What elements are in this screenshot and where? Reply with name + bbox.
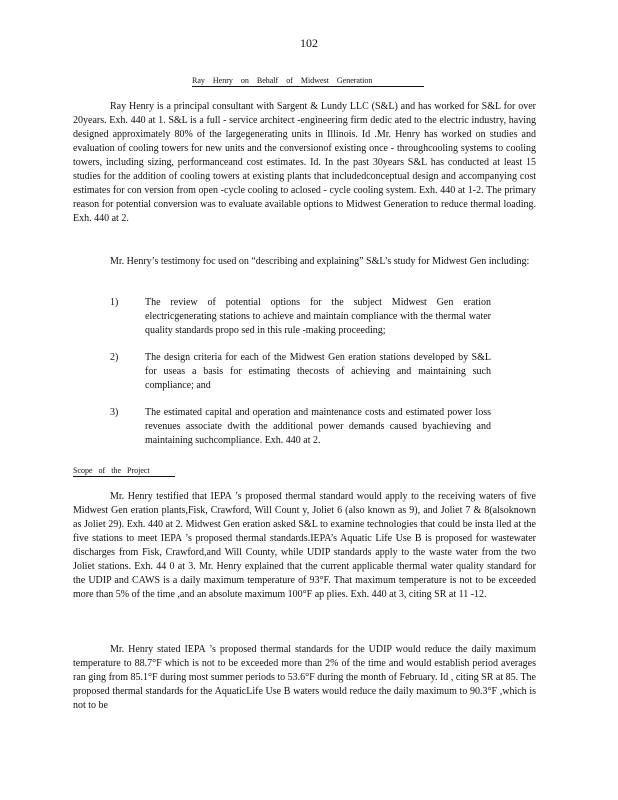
list-item-text: The design criteria for each of the Midwest Gen eration stations developed by S&L for useas a basis for estimating thecosts of achieving and maintaining such compliance; and <box>145 352 491 391</box>
paragraph-udip: Mr. Henry stated IEPA ’s proposed thermal standards for the UDIP would reduce the daily maximum temperature to 88.7°F which is not to be exceeded more than 2% of the time and would establish period averages ran ging from 85.1°F during most summer periods to 53.6°F during the month of February. Id , citing SR at 85. The proposed thermal standards for the AquaticLife Use B waters would reduce the daily maximum to 90.3°F ,which is not to be <box>73 644 536 711</box>
section-heading: Ray Henry on Behalf of Midwest Generation <box>192 76 424 87</box>
list-item-number: 3) <box>110 407 119 418</box>
scope-heading: Scope of the Project <box>73 466 175 477</box>
list-item-number: 2) <box>110 352 119 363</box>
list-item-text: The estimated capital and operation and maintenance costs and estimated power loss revenues associate dwith the additional power demands caused byachieving and maintaining suchcompliance. Exh. 440 at 2. <box>145 407 491 446</box>
paragraph-testimony: Mr. Henry’s testimony foc used on “describing and explaining” S&L’s study for Midwest Gen including: <box>110 256 530 267</box>
page-number: 102 <box>300 36 318 50</box>
list-item-text: The review of potential options for the subject Midwest Gen eration electricgenerating stations to achieve and maintain compliance with the thermal water quality standards propo sed in this rule -making proceeding; <box>145 297 491 336</box>
paragraph-scope: Mr. Henry testified that IEPA ’s proposed thermal standard would apply to the receiving waters of five Midwest Gen eration plants,Fisk, Crawford, Will Count y, Joliet 6 (also known as 9), and Joliet 7 & 8(alsoknown as Joliet 29). Exh. 440 at 2. Midwest Gen eration asked S&L to examine technologies that could be insta lled at the five stations to meet IEPA ’s proposed thermal standards.IEPA’s Aquatic Life Use B is proposed for wastewater discharges from Fisk, Crawford,and Will County, while UDIP standards apply to the waste water from the two Joliet stations. Exh. 44 0 at 3. Mr. Henry explained that the current applicable thermal water quality standard for the UDIP and CAWS is a daily maximum temperature of 93°F. That maximum temperature is not to be exceeded more than 5% of the time ,and an absolute maximum 100°F ap plies. Exh. 440 at 3, citing SR at 11 -12. <box>73 491 536 600</box>
paragraph-intro: Ray Henry is a principal consultant with Sargent & Lundy LLC (S&L) and has worked for S&L for over 20years. Exh. 440 at 1. S&L is a full - service architect -engineering firm dedic ated to the electric industry, having designed approximately 80% of the largegenerating units in Illinois. Id .Mr. Henry has worked on studies and evaluation of cooling towers for new units and the conversionof existing once - throughcooling systems to cooling towers, including sizing, performanceand cost estimates. Id. In the past 30years S&L has conducted at least 15 studies for the addition of cooling towers at existing plants that includedconceptual design and accompanying cost estimates for con version from open -cycle cooling to aclosed - cycle cooling system. Exh. 440 at 1-2. The primary reason for potential conversion was to evaluate available options to Midwest Generation to reduce thermal loading. Exh. 440 at 2. <box>73 101 536 224</box>
list-item-number: 1) <box>110 297 119 308</box>
